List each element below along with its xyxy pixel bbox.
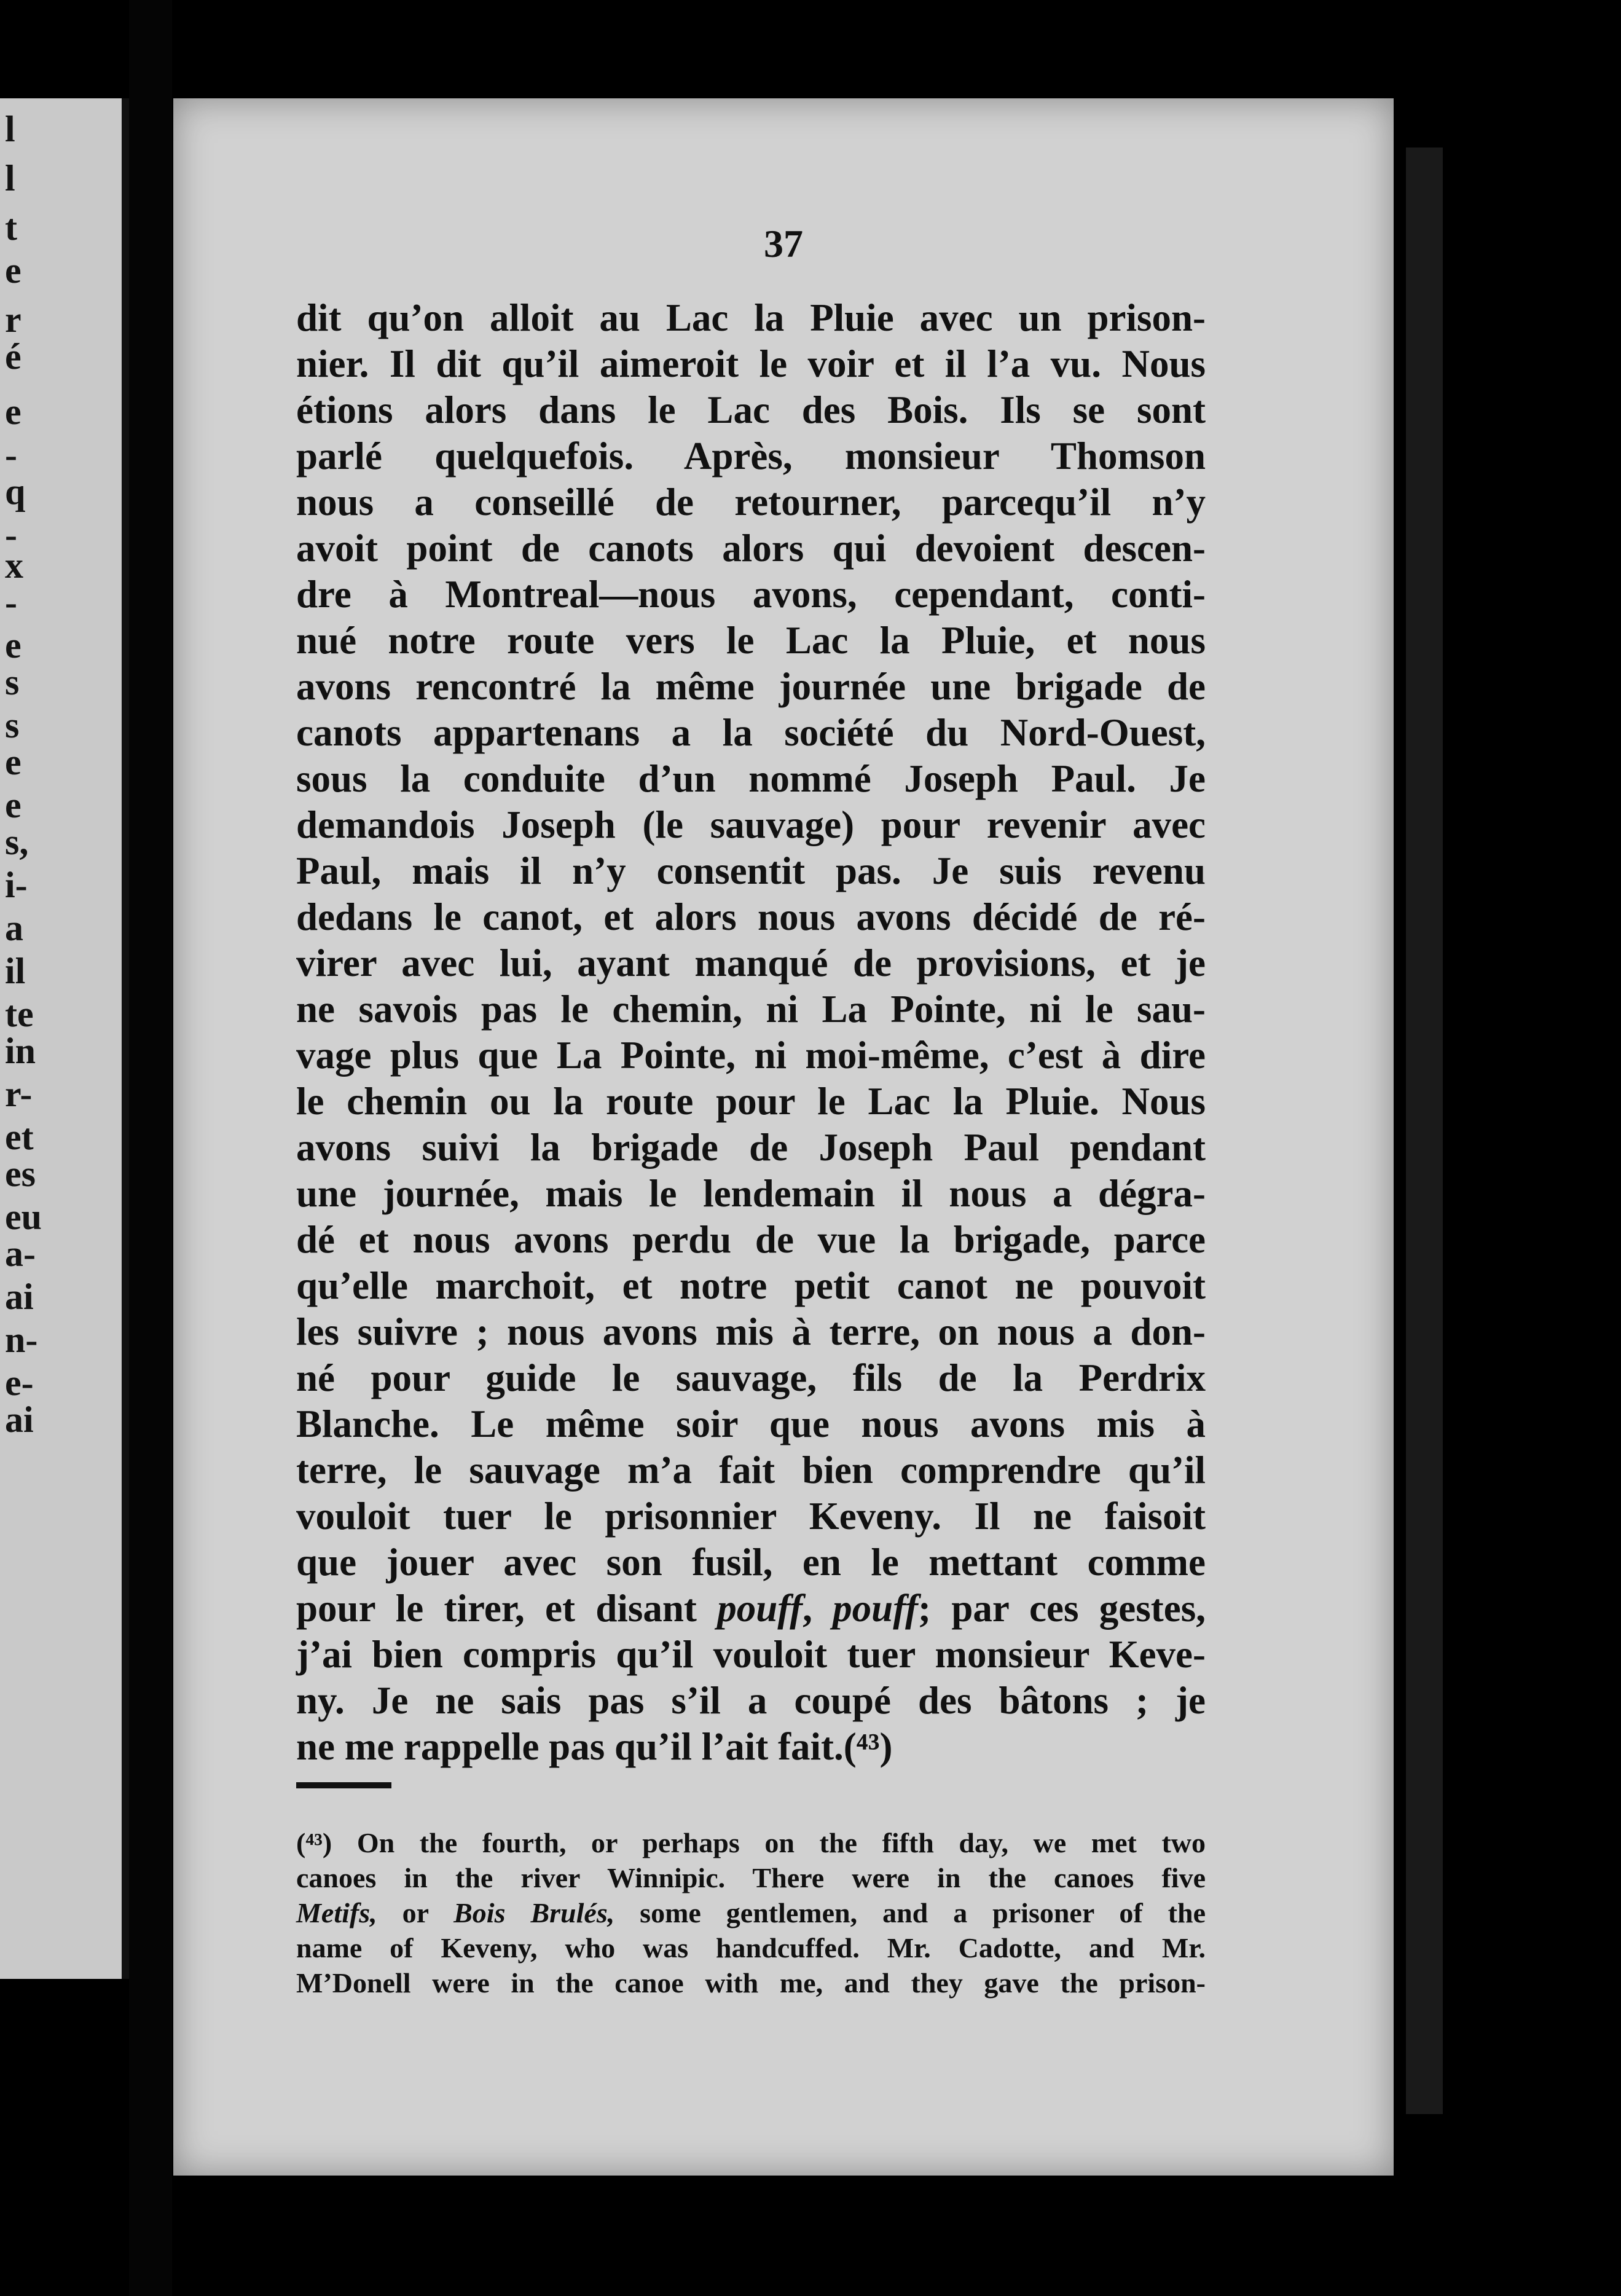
facing-page-fragment: x [5, 545, 23, 586]
facing-page-fragment: r- [5, 1074, 33, 1114]
facing-page-fragment: - [5, 514, 17, 555]
facing-page-fragment: s [5, 705, 20, 745]
footnote-line-text: or [377, 1897, 454, 1928]
footnote-line [296, 1895, 1206, 1930]
footnote-line: canoes in the river Winnipic. There were in the canoes five [296, 1862, 1206, 1893]
body-line: né pour guide le sauvage, fils de la Perdrix [296, 1356, 1206, 1399]
facing-page-fragment: e [5, 742, 22, 782]
facing-page-fragment: l [5, 158, 15, 199]
body-line: dedans le canot, et alors nous avons décidé de ré- [296, 895, 1206, 938]
facing-page-fragment: s, [5, 822, 29, 862]
body-line: qu’elle marchoit, et notre petit canot ne pouvoit [296, 1264, 1206, 1307]
footnote-rule [296, 1782, 391, 1788]
facing-page-fragment: s [5, 662, 20, 702]
body-line: ne savois pas le chemin, ni La Pointe, ni le sau- [296, 988, 1206, 1031]
body-line: avons rencontré la même journée une brigade de [296, 665, 1206, 708]
italic-word: pouff [833, 1587, 919, 1630]
facing-page-fragment: ai [5, 1399, 34, 1440]
facing-page-fragment: a [5, 908, 23, 948]
body-text [296, 295, 1206, 1770]
facing-page-fragment: e [5, 391, 22, 432]
footnote-line: name of Keveny, who was handcuffed. Mr. Cadotte, and Mr. [296, 1932, 1206, 1964]
body-line: que jouer avec son fusil, en le mettant comme [296, 1541, 1206, 1584]
body-line: virer avec lui, ayant manqué de provisions, et je [296, 942, 1206, 985]
body-line: dé et nous avons perdu de vue la brigade, parce [296, 1218, 1206, 1261]
body-line: nué notre route vers le Lac la Pluie, et nous [296, 619, 1206, 662]
body-line: demandois Joseph (le sauvage) pour revenir avec [296, 803, 1206, 846]
footnote-line: M’Donell were in the canoe with me, and they gave the prison- [296, 1967, 1206, 1999]
italic-word: Metifs, [296, 1897, 377, 1928]
body-line: parlé quelquefois. Après, monsieur Thomson [296, 434, 1206, 478]
facing-page-fragment: e [5, 625, 22, 666]
facing-page-fragment: a- [5, 1233, 36, 1274]
body-line-text: , [803, 1587, 833, 1630]
facing-page-fragment: e- [5, 1362, 34, 1403]
body-line: terre, le sauvage m’a fait bien comprendre qu’il [296, 1449, 1206, 1492]
page-number: 37 [764, 222, 803, 265]
facing-page-fragment: et [5, 1117, 34, 1157]
facing-page-fragment: l [5, 109, 15, 149]
body-line: vage plus que La Pointe, ni moi-même, c’est à dire [296, 1034, 1206, 1077]
body-line: le chemin ou la route pour le Lac la Pluie. Nous [296, 1080, 1206, 1123]
facing-page-fragment: in [5, 1031, 36, 1071]
facing-page-edge [0, 98, 129, 1979]
facing-page-fragment: - [5, 434, 17, 475]
body-line: canots appartenans a la société du Nord-Ouest, [296, 711, 1206, 754]
body-line [296, 1586, 1206, 1632]
body-line: dre à Montreal—nous avons, cependant, conti- [296, 573, 1206, 616]
scan-border [1394, 0, 1621, 2296]
footnote-line-text: some gentlemen, and a prisoner of the [614, 1897, 1206, 1928]
facing-page-fragment: il [5, 951, 26, 991]
book-spine-edge [1406, 147, 1443, 2114]
body-line: sous la conduite d’un nommé Joseph Paul. Je [296, 757, 1206, 800]
facing-page-fragment: é [5, 336, 22, 377]
facing-page-fragment: te [5, 994, 34, 1034]
facing-page-fragment: r [5, 299, 22, 340]
body-line: étions alors dans le Lac des Bois. Ils se sont [296, 388, 1206, 431]
body-line: ny. Je ne sais pas s’il a coupé des bâtons ; je [296, 1679, 1206, 1722]
facing-page-border [122, 98, 129, 1979]
italic-word: pouff [717, 1587, 803, 1630]
body-line: nier. Il dit qu’il aimeroit le voir et il l’a vu. Nous [296, 342, 1206, 385]
facing-page-fragment: eu [5, 1197, 42, 1237]
body-line: une journée, mais le lendemain il nous a dégra- [296, 1172, 1206, 1215]
body-line: nous a conseillé de retourner, parcequ’il n’y [296, 481, 1206, 524]
body-line: Blanche. Le même soir que nous avons mis à [296, 1402, 1206, 1445]
body-line: ne me rappelle pas qu’il l’ait fait.(⁴³) [296, 1725, 893, 1768]
facing-page-fragment: ai [5, 1276, 34, 1317]
facing-page-fragment: e [5, 785, 22, 825]
body-line-text: ; par ces gestes, [918, 1587, 1206, 1630]
facing-page-fragment: i- [5, 865, 28, 905]
body-line: dit qu’on alloit au Lac la Pluie avec un prison- [296, 296, 1206, 339]
facing-page-fragment: e [5, 250, 22, 291]
facing-page-fragment: es [5, 1154, 36, 1194]
facing-page-fragment: t [5, 207, 17, 248]
italic-word: Bois Brulés, [453, 1897, 615, 1928]
body-line: Paul, mais il n’y consentit pas. Je suis revenu [296, 849, 1206, 892]
body-line: les suivre ; nous avons mis à terre, on nous a don- [296, 1310, 1206, 1353]
body-line: vouloit tuer le prisonnier Keveny. Il ne faisoit [296, 1495, 1206, 1538]
body-line: avoit point de canots alors qui devoient descen- [296, 527, 1206, 570]
facing-page-fragment: n- [5, 1319, 38, 1360]
footnote-line: (⁴³) On the fourth, or perhaps on the fifth day, we met two [296, 1827, 1206, 1858]
footnote [296, 1825, 1206, 2000]
facing-page-fragment: - [5, 582, 17, 623]
book-gutter [129, 0, 172, 2296]
facing-page-fragment: q [5, 471, 26, 512]
body-line: avons suivi la brigade de Joseph Paul pendant [296, 1126, 1206, 1169]
body-line-text: pour le tirer, et disant [296, 1587, 718, 1630]
book-page [173, 98, 1394, 2176]
body-line: j’ai bien compris qu’il vouloit tuer monsieur Keve- [296, 1633, 1206, 1676]
